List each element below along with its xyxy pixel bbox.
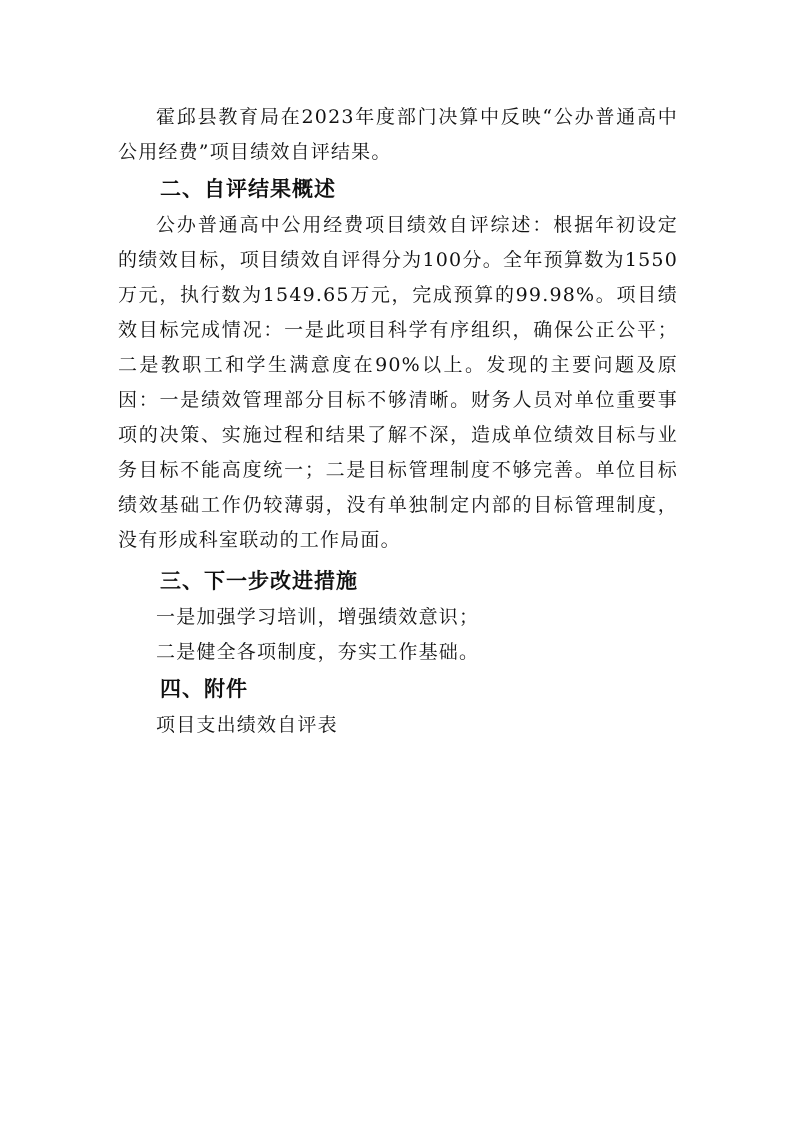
- section-heading-improvements: 三、下一步改进措施: [160, 569, 358, 593]
- intro-paragraph: 霍邱县教育局在2023年度部门决算中反映“公办普通高中公用经费”项目绩效自评结果。: [118, 106, 678, 163]
- attachment-item: 项目支出绩效自评表: [156, 714, 338, 736]
- summary-paragraph: 公办普通高中公用经费项目绩效自评综述：根据年初设定的绩效目标，项目绩效自评得分为100分。全年预算数为1550万元，执行数为1549.65万元，完成预算的99.98%。项目绩效目标完成情况：一是此项目科学有序组织，确保公正公平；二是教职工和学生满意度在90%以上。发现的主要问题及原因：一是绩效管理部分目标不够清晰。财务人员对单位重要事项的决策、实施过程和结果了解不深，造成单位绩效目标与业务目标不能高度统一；二是目标管理制度不够完善。单位目标绩效基础工作仍较薄弱，没有单独制定内部的目标管理制度，没有形成科室联动的工作局面。: [118, 214, 678, 551]
- document-body: [118, 100, 678, 743]
- section-heading-summary: 二、自评结果概述: [160, 177, 336, 201]
- improvement-item-1: 一是加强学习培训，增强绩效意识；: [156, 606, 480, 628]
- section-heading-attachments: 四、附件: [160, 677, 248, 701]
- improvement-item-2: 二是健全各项制度，夯实工作基础。: [156, 641, 480, 663]
